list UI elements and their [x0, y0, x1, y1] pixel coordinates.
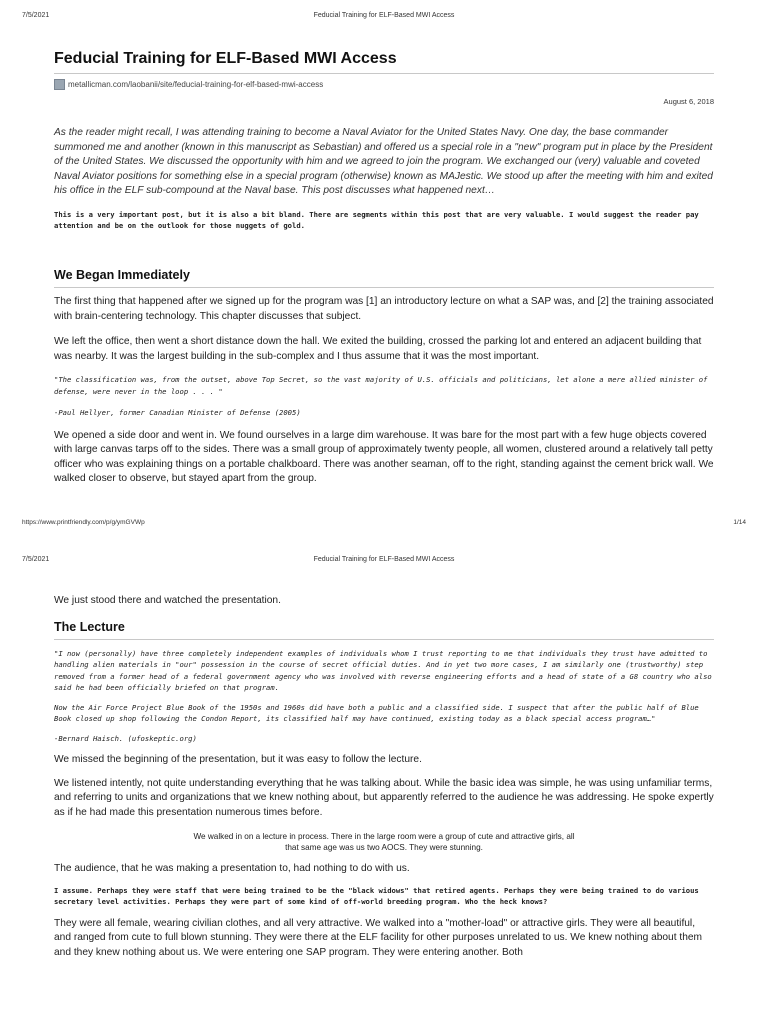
paragraph: We left the office, then went a short distance down the hall. We exited the building, crossed the parking lot and entered an adjacent building that was nearby. It was the largest building in the sub-complex and I thus assume that it was the most important. [54, 336, 702, 362]
page-header [22, 556, 746, 568]
important-note: This is a very important post, but it is also a bit bland. There are segments within this post that are very valuable. I would suggest the reader pay attention and be on the outlook for those nuggets of gold. [54, 209, 699, 230]
intro-paragraph: As the reader might recall, I was attending training to become a Naval Aviator for the United States Navy. One day, the base commander summoned me and another (known in this manuscript as Sebastian) and offered us a special role in a "new" program put in place by the President of the United States. We discussed the opportunity with him and we agreed to join the program. We exchanged our (very) valuable and coveted Naval Aviator positions for something else in a special program (otherwise) known as MAJestic. We stood up after the meeting with him and exited his office in the ELF sub-compound at the Naval base. This post discusses what happened next… [54, 127, 713, 196]
center-note [54, 831, 714, 853]
source-line [54, 79, 714, 90]
quote: "I now (personally) have three completely independent examples of individuals whom I trust reporting to me that individuals they trust have admitted to handling alien materials in "our" possession in the course of secret official duties. And in yet two more cases, I am similarly one (trustworthy) step removed from a former head of a federal government agency who was involved with reverse engineering efforts and a head of state of a G8 country who also said he had been officially briefed on that program. [54, 648, 712, 692]
publication-date: August 6, 2018 [663, 97, 714, 106]
page-number: 1/14 [733, 519, 746, 526]
footer-url[interactable]: https://www.printfriendly.com/p/g/ymGVWp [22, 519, 145, 526]
paragraph: The first thing that happened after we signed up for the program was [1] an introductory lecture on what a SAP was, and [2] the training associated with brain-centering technology. This chapter discusses that subject. [54, 296, 714, 322]
page-footer [22, 519, 746, 531]
article-header [54, 50, 714, 106]
print-date: 7/5/2021 [22, 556, 50, 563]
section-heading: We Began Immediately [54, 268, 714, 288]
print-title: Feducial Training for ELF-Based MWI Access [313, 556, 455, 563]
favicon-icon [54, 79, 65, 90]
paragraph: The audience, that he was making a presentation to, had nothing to do with us. [54, 863, 410, 874]
page-header [22, 12, 746, 24]
paragraph: We opened a side door and went in. We found ourselves in a large dim warehouse. It was bare for the most part with a few huge objects covered with large canvas tarps off to the sides. There was a small group of approximately twenty people, all women, clustered around a relatively tall petty officer who was explaining things on a portable chalkboard. There was another seaman, off to the right, standing against the cement brick wall. We walked closer to observe, but stayed apart from the group. [54, 429, 714, 484]
quote: Now the Air Force Project Blue Book of the 1950s and 1960s did have both a public and a classified side. I suspect that after the public half of Blue Book closed up shop following the Condon Report, its classified half may have continued, existing today as a black special access program…" [54, 702, 699, 723]
source-url[interactable]: metallicman.com/laobanii/site/feducial-training-for-elf-based-mwi-access [68, 80, 324, 89]
paragraph: They were all female, wearing civilian clothes, and all very attractive. We walked into a "mother-load" or attractive girls. They were all beautiful, and ranged from cute to full blown stunning. They were there at the ELF facility for other purposes unrelated to us. We knew nothing about them and they knew nothing about us. We were entering one SAP program. They were entering another. Both [54, 917, 703, 958]
center-note-line: We walked in on a lecture in process. There in the large room were a group of cute and attractive girls, all [193, 832, 575, 841]
intro-block [54, 126, 714, 232]
paragraph: We just stood there and watched the presentation. [54, 595, 281, 606]
section-we-began [54, 268, 714, 487]
print-title: Feducial Training for ELF-Based MWI Access [313, 12, 455, 19]
center-note-line: that same age was us two AOCS. They were stunning. [285, 843, 483, 852]
paragraph: We listened intently, not quite understanding everything that he was talking about. While the basic idea was simple, he was using unfamiliar terms, and referring to units and organizations that we knew nothing about, but apparently referred to the audience he was addressing. He spoke expertly as if he had made this presentation numerous times before. [54, 777, 714, 818]
quote-attribution: -Paul Hellyer, former Canadian Minister of Defense (2005) [54, 408, 301, 417]
quote-attribution: -Bernard Haisch. (ufoskeptic.org) [54, 733, 197, 743]
paragraph: We missed the beginning of the presentation, but it was easy to follow the lecture. [54, 754, 422, 765]
article-title: Feducial Training for ELF-Based MWI Access [54, 50, 714, 74]
print-date: 7/5/2021 [22, 12, 50, 19]
page2-body [54, 594, 714, 960]
quote: "The classification was, from the outset, above Top Secret, so the vast majority of U.S. officials and politicians, let alone a mere allied minister of defense, were never in the loop . . . " [54, 375, 708, 396]
section-heading: The Lecture [54, 620, 714, 640]
mono-note: I assume. Perhaps they were staff that were being trained to be the "black widows" that retired agents. Perhaps they were being trained to do various secretary level activities. Perhaps they were part of some kind of off-world breeding program. Who the heck knows? [54, 885, 699, 906]
